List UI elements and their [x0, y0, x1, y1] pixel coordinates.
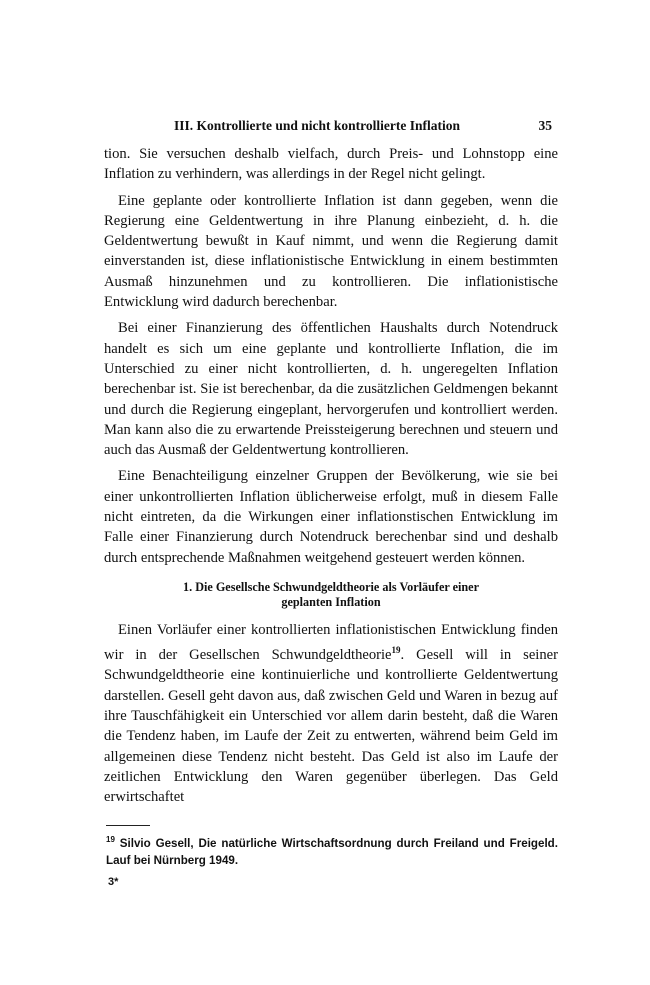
footnote-reference[interactable]: 19 [391, 645, 401, 656]
footnote [106, 831, 558, 869]
paragraph: Bei einer Finanzierung des öffentlichen Haushalts durch Notendruck handelt es sich um eine geplante und kontrollierte Inflation, die im Unterschied zu einer nicht kontrollierten, d. h. ungeregelten Inflation berechenbar ist. Sie ist berechenbar, da die zusätzlichen Geldmengen bekannt und durch die Regierung eingeplant, hervorgerufen und kontrolliert werden. Man kann also die zu erwartende Preissteigerung berechnen und steuern und auch das Ausmaß der Geldentwertung kontrollieren. [104, 320, 558, 459]
paragraph-text: Einen Vorläufer einer kontrollierten inflationistischen Entwicklung finden wir in der Gesellschen Schwundgeldtheorie [104, 621, 558, 664]
running-head [106, 118, 558, 136]
section-heading-line: 1. Die Gesellsche Schwundgeldtheorie als Vorläufer einer [183, 579, 479, 594]
footnote-divider [106, 825, 150, 826]
footnote-text: Silvio Gesell, Die natürliche Wirtschaftsordnung durch Freiland und Freigeld. Lauf bei Nürnberg 1949. [106, 836, 558, 867]
section-heading-line: geplanten Inflation [281, 594, 381, 609]
page-number: 35 [538, 118, 552, 133]
body-text [104, 144, 558, 813]
section-heading [104, 580, 558, 610]
paragraph: Eine Benachteiligung einzelner Gruppen der Bevölkerung, wie sie bei einer unkontrollierten Inflation üblicherweise erfolgt, muß in diesem Falle nicht eintreten, da die Wirkungen einer inflationstischen Entwicklung im Falle einer Finanzierung durch Notendruck berechenbar sind und deshalb durch entsprechende Maßnahmen weitgehend gesteuert werden können. [104, 468, 558, 566]
paragraph-text: . Gesell will in seiner Schwundgeldtheorie eine kontinuierliche und kontrollierte Geldentwertung darstellen. Gesell geht davon aus, daß zwischen Geld und Waren in bezug auf ihre Tauschfähigkeit ein Unterschied vor allem darin besteht, daß die Waren die Tendenz haben, im Laufe der Zeit zu entwerten, während beim Geld im allgemeinen diese Tendenz nicht besteht. Das Geld ist also im Laufe der zeitlichen Entwicklung den Waren gegenüber überlegen. Das Geld erwirtschaftet [104, 647, 558, 806]
footnote-number: 19 [106, 835, 115, 844]
paragraph: tion. Sie versuchen deshalb vielfach, durch Preis- und Lohnstopp eine Inflation zu verhindern, was allerdings in der Regel nicht gelingt. [104, 146, 558, 183]
signature-mark: 3* [108, 876, 119, 888]
paragraph: Eine geplante oder kontrollierte Inflation ist dann gegeben, wenn die Regierung eine Geldentwertung in ihre Planung einbezieht, d. h. die Geldentwertung bewußt in Kauf nimmt, und wenn die Regierung damit einverstanden ist, diese inflationistische Entwicklung in einem bestimmten Ausmaß hinzunehmen und zu kontrollieren. Die inflationistische Entwicklung wird dadurch berechenbar. [104, 192, 558, 311]
chapter-title: III. Kontrollierte und nicht kontrollierte Inflation [174, 118, 461, 133]
paragraph [104, 620, 558, 808]
